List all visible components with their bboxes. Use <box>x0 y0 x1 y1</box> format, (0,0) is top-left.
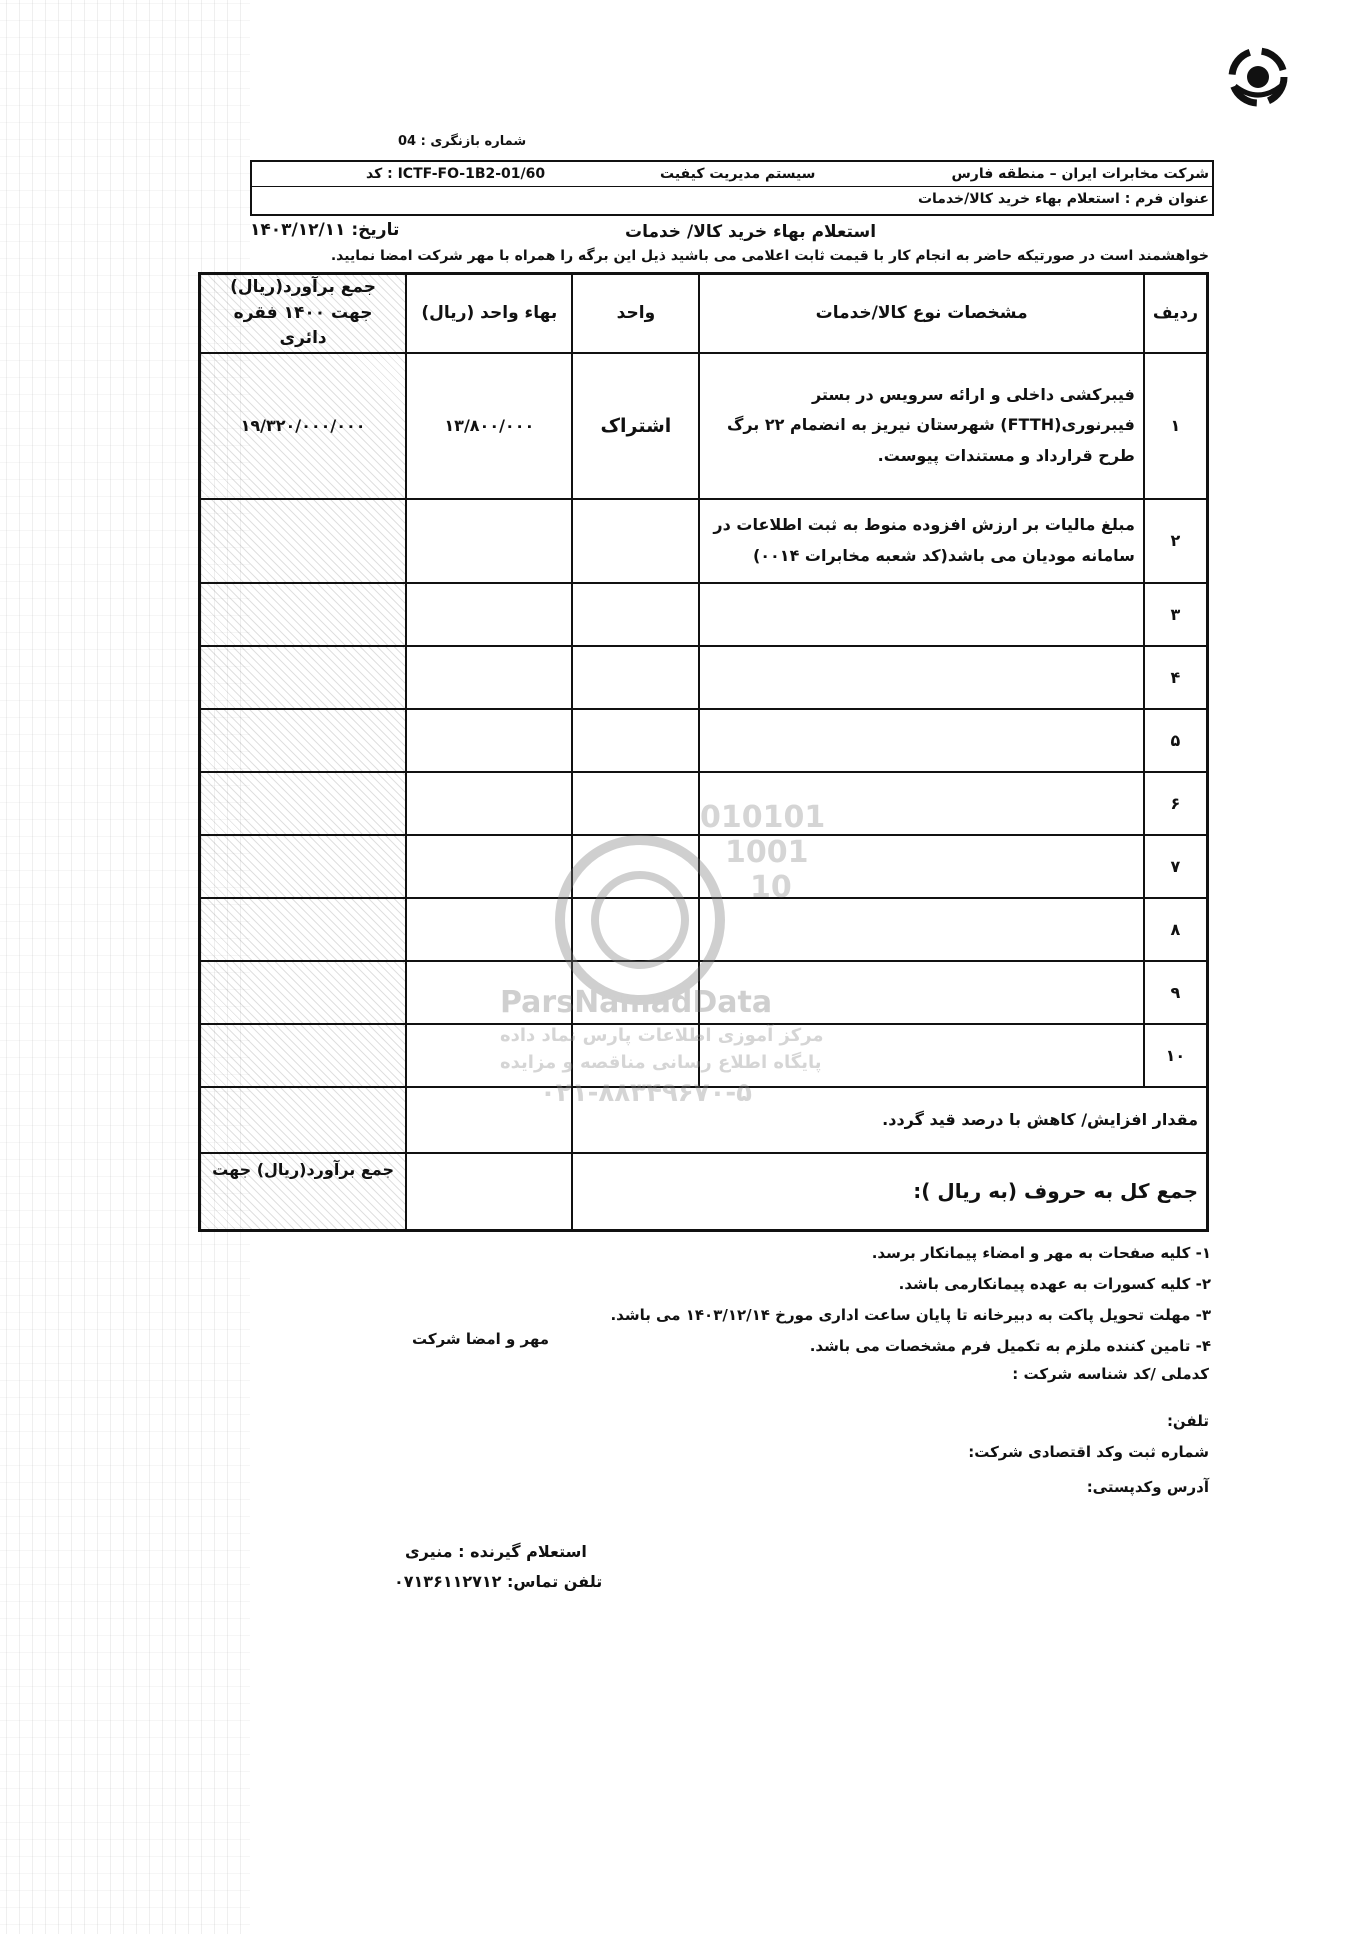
row-total <box>200 709 407 772</box>
row-unit <box>572 1024 699 1087</box>
row-unit <box>572 646 699 709</box>
row-number: ۳ <box>1144 583 1208 646</box>
row-unit <box>572 772 699 835</box>
watermark-line1: مرکز آموزی اطلاعات پارس نماد داده <box>500 1025 824 1046</box>
row-unit <box>572 709 699 772</box>
row-number: ۵ <box>1144 709 1208 772</box>
row-unit-price <box>406 961 572 1024</box>
row-total <box>200 583 407 646</box>
items-table <box>198 272 1209 1232</box>
header-description: مشخصات نوع کالا/خدمات <box>699 274 1144 353</box>
company-name: شرکت مخابرات ایران – منطقه فارس <box>951 166 1209 182</box>
row-total <box>200 646 407 709</box>
form-code: کد : ICTF-FO-1B2-01/60 <box>366 166 546 182</box>
row-total <box>200 1024 407 1087</box>
term-item: ۳- مهلت تحویل پاکت به دبیرخانه تا پایان ساعت اداری مورخ ۱۴۰۳/۱۲/۱۴ می باشد. <box>610 1306 1211 1324</box>
row-number: ۱۰ <box>1144 1024 1208 1087</box>
row-number: ۴ <box>1144 646 1208 709</box>
row-unit-price <box>406 898 572 961</box>
watermark-digits: 010101 <box>700 800 826 835</box>
increase-decrease-row <box>200 1087 1208 1153</box>
term-item: ۱- کلیه صفحات به مهر و امضاء پیمانکار برسد. <box>871 1244 1211 1262</box>
table-row <box>200 583 1208 646</box>
address-label: آدرس وکدپستی: <box>1086 1478 1209 1496</box>
header-row-number: ردیف <box>1144 274 1208 353</box>
row-unit <box>572 961 699 1024</box>
document-date: تاریخ: ۱۴۰۳/۱۲/۱۱ <box>250 220 400 240</box>
row-total <box>200 772 407 835</box>
table-row <box>200 499 1208 583</box>
row-description <box>699 1024 1144 1087</box>
table-row <box>200 1024 1208 1087</box>
row-description <box>699 646 1144 709</box>
grand-total-price-cell <box>406 1153 572 1231</box>
revision-number: شماره بازنگری : 04 <box>398 134 527 149</box>
inquirer-name: استعلام گیرنده : منیری <box>405 1542 587 1561</box>
table-header-row <box>200 274 1208 353</box>
row-description <box>699 898 1144 961</box>
row-unit-price <box>406 499 572 583</box>
row-total <box>200 835 407 898</box>
increase-decrease-note: مقدار افزایش/ کاهش با درصد قید گردد. <box>572 1087 1207 1153</box>
watermark-digits: 10 <box>750 870 792 905</box>
row-unit-price <box>406 835 572 898</box>
term-item: ۴- تامین کننده ملزم به تکمیل فرم مشخصات می باشد. <box>809 1337 1211 1355</box>
registration-label: شماره ثبت وکد اقتصادی شرکت: <box>968 1443 1209 1461</box>
row-description <box>699 709 1144 772</box>
row-unit <box>572 583 699 646</box>
document-title: استعلام بهاء خرید کالا/ خدمات <box>625 222 877 242</box>
row-description <box>699 583 1144 646</box>
row-description <box>699 772 1144 835</box>
row-unit-price <box>406 1024 572 1087</box>
increase-price-cell <box>406 1087 572 1153</box>
terms-list <box>610 1238 1211 1362</box>
row-number: ۸ <box>1144 898 1208 961</box>
row-number: ۶ <box>1144 772 1208 835</box>
table-row <box>200 835 1208 898</box>
row-unit <box>572 835 699 898</box>
table-row <box>200 353 1208 499</box>
table-row <box>200 961 1208 1024</box>
table-row <box>200 898 1208 961</box>
row-unit-price <box>406 772 572 835</box>
watermark-line2: پایگاه اطلاع رسانی مناقصه و مزایده <box>500 1052 822 1073</box>
row-number: ۱ <box>1144 353 1208 499</box>
grand-total-label: جمع کل به حروف (به ریال ): <box>572 1153 1207 1231</box>
form-title: عنوان فرم : استعلام بهاء خرید کالا/خدمات <box>917 191 1209 207</box>
table-row <box>200 709 1208 772</box>
phone-label: تلفن: <box>1166 1412 1209 1430</box>
quality-system: سیستم مدیریت کیفیت <box>660 166 816 182</box>
row-description <box>699 961 1144 1024</box>
company-logo-icon <box>1227 46 1289 108</box>
row-description: فیبرکشی داخلی و ارائه سرویس در بستر فیبرنوری(FTTH) شهرستان نیریز به انضمام ۲۲ برگ طرح قرارداد و مستندات پیوست. <box>699 353 1144 499</box>
header-unit-price: بهاء واحد (ریال) <box>406 274 572 353</box>
row-total <box>200 961 407 1024</box>
watermark-brand: ParsNamadData <box>500 985 773 1020</box>
grand-total-row <box>200 1153 1208 1231</box>
row-unit-price <box>406 583 572 646</box>
intro-text: خواهشمند است در صورتیکه حاضر به انجام کار با قیمت ثابت اعلامی می باشید ذیل این برگه را همراه با مهر شرکت امضا نمایید. <box>330 248 1209 264</box>
row-total: ۱۹/۳۲۰/۰۰۰/۰۰۰ <box>200 353 407 499</box>
watermark-digits: 1001 <box>725 835 809 870</box>
row-unit-price: ۱۳/۸۰۰/۰۰۰ <box>406 353 572 499</box>
row-unit-price <box>406 709 572 772</box>
contact-phone: تلفن تماس: ۰۷۱۳۶۱۱۲۷۱۲ <box>394 1572 603 1591</box>
national-id-label: کدملی /کد شناسه شرکت : <box>1012 1365 1209 1383</box>
table-row <box>200 772 1208 835</box>
increase-total-cell <box>200 1087 407 1153</box>
row-total <box>200 499 407 583</box>
watermark-phone: ۰۲۱-۸۸۳۴۹۶۷۰-۵ <box>540 1078 753 1108</box>
grand-total-header: جمع برآورد(ریال) جهت <box>200 1153 407 1231</box>
row-unit-price <box>406 646 572 709</box>
row-unit: اشتراک <box>572 353 699 499</box>
row-number: ۲ <box>1144 499 1208 583</box>
row-total <box>200 898 407 961</box>
header-total: جمع برآورد(ریال) جهت ۱۴۰۰ فقره دائری <box>200 274 407 353</box>
header-unit: واحد <box>572 274 699 353</box>
row-description: مبلغ مالیات بر ارزش افزوده منوط به ثبت اطلاعات در سامانه مودیان می باشد(کد شعبه مخابرات ۰۰۱۴) <box>699 499 1144 583</box>
row-number: ۷ <box>1144 835 1208 898</box>
stamp-signature-label: مهر و امضا شرکت <box>412 1330 550 1348</box>
row-unit <box>572 898 699 961</box>
row-description <box>699 835 1144 898</box>
table-row <box>200 646 1208 709</box>
row-unit <box>572 499 699 583</box>
term-item: ۲- کلیه کسورات به عهده پیمانکارمی باشد. <box>898 1275 1211 1293</box>
row-number: ۹ <box>1144 961 1208 1024</box>
